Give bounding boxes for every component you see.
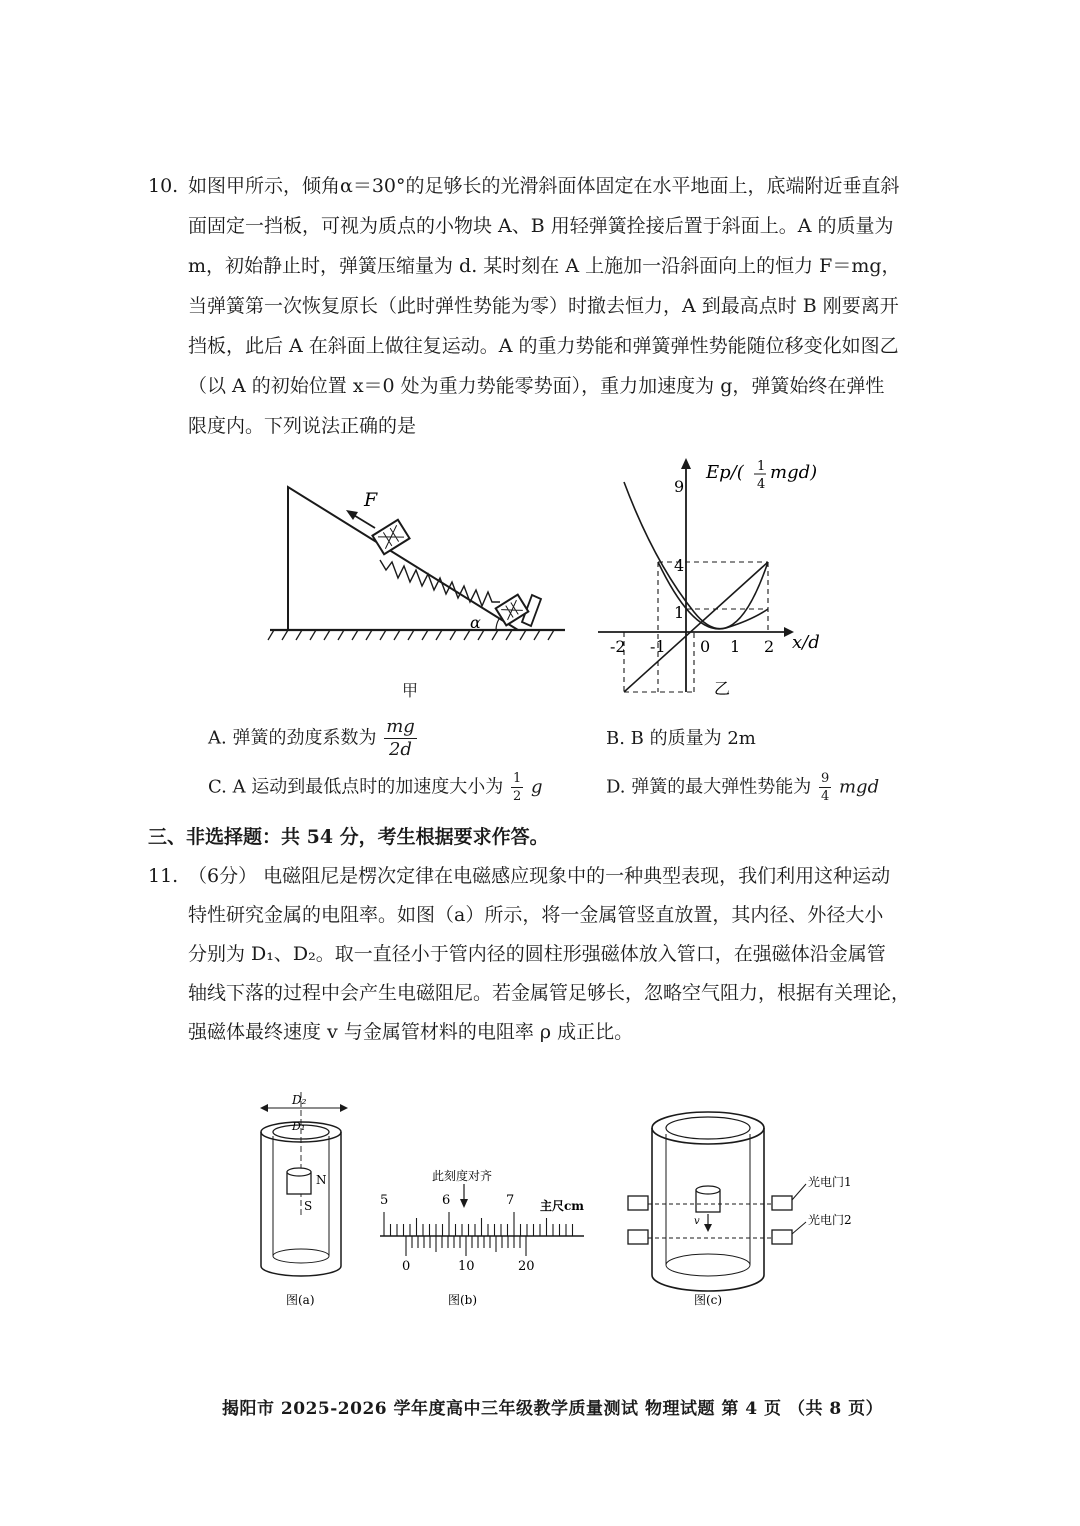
option-a-fraction (384, 718, 417, 759)
option-c-fraction (511, 772, 523, 803)
fraction-denominator: 2d (388, 739, 412, 760)
vernier-note: 此刻度对齐 (432, 1169, 493, 1183)
option-d-text: D. 弹簧的最大弹性势能为 (606, 776, 812, 798)
option-b-text: B. B 的质量为 2m (606, 728, 756, 749)
option-d-suffix: mgd (838, 776, 880, 798)
option-a[interactable] (208, 718, 419, 759)
option-c-suffix: g (531, 776, 543, 798)
figure-b-vernier (376, 1166, 596, 1308)
x-tick: -2 (610, 637, 626, 656)
question-10-text (188, 166, 948, 446)
page-footer: 揭阳市 2025-2026 学年度高中三年级教学质量测试 物理试题 第 4 页 （共 8 页） (222, 1399, 884, 1419)
y-tick: 4 (674, 556, 685, 575)
x-tick: -1 (650, 637, 666, 656)
x-tick: 1 (730, 637, 741, 656)
fraction-numerator: 9 (820, 771, 830, 786)
option-d[interactable] (606, 772, 879, 803)
y-axis-label: Ep/( (706, 462, 744, 483)
y-axis-frac-num: 1 (757, 459, 766, 474)
question-number: 10. (148, 175, 179, 197)
text-line: 分别为 D₁、D₂。取一直径小于管内径的圆柱形强磁体放入管口，在强磁体沿金属管 (188, 943, 886, 965)
d1-label: D₁ (292, 1120, 306, 1133)
vernier-tick: 0 (402, 1259, 411, 1274)
block-a (372, 520, 409, 555)
x-tick: 2 (764, 637, 775, 656)
angle-label: α (470, 613, 481, 632)
text-line: 限度内。下列说法正确的是 (188, 415, 417, 437)
option-a-text: A. 弹簧的劲度系数为 (208, 727, 377, 749)
text-line: 如图甲所示，倾角α＝30°的足够长的光滑斜面体固定在水平地面上，底端附近垂直斜 (188, 175, 900, 197)
text-line: （以 A 的初始位置 x＝0 处为重力势能零势面），重力加速度为 g，弹簧始终在弹性 (188, 375, 885, 397)
vernier-tick: 20 (518, 1259, 535, 1274)
x-axis-label: x/d (792, 632, 820, 653)
y-tick: 9 (674, 477, 685, 496)
s-pole-label: S (304, 1199, 313, 1213)
text-line: m，初始静止时，弹簧压缩量为 d. 某时刻在 A 上施加一沿斜面向上的恒力 F＝mg， (188, 255, 901, 277)
vernier-tick: 10 (458, 1259, 475, 1274)
x-tick: 0 (700, 637, 711, 656)
main-tick: 7 (506, 1193, 515, 1208)
fraction-denominator: 4 (820, 789, 830, 804)
question-10 (148, 166, 948, 446)
y-axis-frac-den: 4 (757, 477, 766, 492)
figure-jia-caption: 甲 (402, 681, 419, 700)
figure-jia-incline (260, 480, 580, 660)
option-b[interactable] (606, 724, 756, 750)
text-line: 特性研究金属的电阻率。如图（a）所示，将一金属管竖直放置，其内径、外径大小 (188, 904, 884, 926)
main-tick: 5 (380, 1193, 389, 1208)
option-c-text: C. A 运动到最低点时的加速度大小为 (208, 776, 504, 798)
text-line: 强磁体最终速度 v 与金属管材料的电阻率 ρ 成正比。 (188, 1021, 634, 1043)
fraction-numerator: mg (386, 716, 415, 737)
photogate-2-label: 光电门2 (808, 1213, 852, 1227)
question-11 (148, 857, 968, 1052)
d2-label: D₂ (292, 1093, 307, 1107)
figure-b-caption: 图(b) (448, 1293, 478, 1307)
figure-a-caption: 图(a) (286, 1293, 315, 1307)
figure-c-photogates (622, 1100, 862, 1308)
text-line: 挡板，此后 A 在斜面上做往复运动。A 的重力势能和弹簧弹性势能随位移变化如图乙 (188, 335, 899, 357)
figure-a-tube (250, 1086, 360, 1308)
fraction-denominator: 2 (513, 789, 522, 804)
fraction-numerator: 1 (513, 771, 522, 786)
photogate-1-label: 光电门1 (808, 1175, 852, 1189)
main-scale-ticks (384, 1212, 573, 1236)
figure-yi-caption: 乙 (714, 679, 731, 698)
velocity-label: v (694, 1216, 700, 1227)
n-pole-label: N (316, 1173, 327, 1187)
main-tick: 6 (442, 1193, 451, 1208)
question-11-text (188, 857, 968, 1052)
figure-c-caption: 图(c) (694, 1293, 723, 1307)
y-tick: 1 (674, 603, 685, 622)
force-label: F (364, 489, 378, 511)
text-line: 面固定一挡板，可视为质点的小物块 A、B 用轻弹簧拴接后置于斜面上。A 的质量为 (188, 215, 894, 237)
option-c[interactable] (208, 772, 543, 803)
y-axis-label-tail: mgd) (770, 462, 818, 483)
main-scale-label: 主尺cm (540, 1199, 585, 1213)
figure-yi-graph (594, 452, 844, 702)
text-line: 当弹簧第一次恢复原长（此时弹性势能为零）时撤去恒力，A 到最高点时 B 刚要离开 (188, 295, 899, 317)
vernier-scale-ticks (406, 1236, 526, 1256)
section-heading: 三、非选择题：共 54 分，考生根据要求作答。 (148, 826, 549, 848)
text-line: 轴线下落的过程中会产生电磁阻尼。若金属管足够长，忽略空气阻力，根据有关理论， (188, 982, 911, 1004)
text-line: （6分） 电磁阻尼是楞次定律在电磁感应现象中的一种典型表现，我们利用这种运动 (188, 865, 891, 887)
option-d-fraction (819, 772, 831, 803)
question-number: 11. (148, 865, 179, 887)
